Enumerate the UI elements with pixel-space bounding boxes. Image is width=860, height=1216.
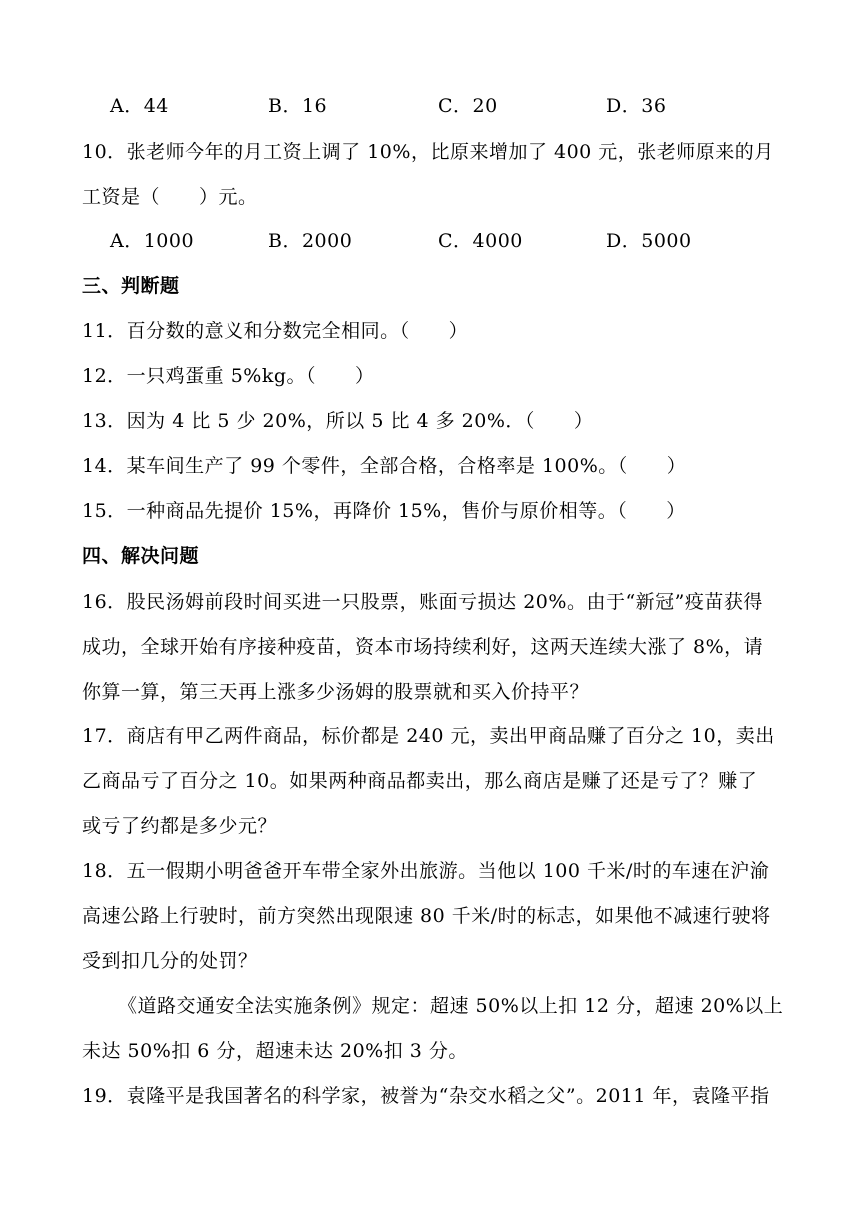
- q17-line-2: 乙商品亏了百分之 10。如果两种商品都卖出，那么商店是赚了还是亏了？赚了: [82, 770, 758, 792]
- q10-option-d: D．5000: [606, 230, 692, 252]
- q10-option-b: B．2000: [268, 230, 353, 252]
- q10-option-c: C．4000: [438, 230, 523, 252]
- q15: 15．一种商品先提价 15%，再降价 15%，售价与原价相等。（ ）: [82, 500, 686, 522]
- q13: 13．因为 4 比 5 少 20%，所以 5 比 4 多 20%．（ ）: [82, 410, 594, 432]
- q11: 11．百分数的意义和分数完全相同。（ ）: [82, 320, 469, 342]
- q16-line-3: 你算一算，第三天再上涨多少汤姆的股票就和买入价持平？: [82, 681, 590, 703]
- section-3-heading: 三、判断题: [82, 275, 180, 297]
- q9-option-d: D．36: [606, 95, 667, 117]
- q10-line-2: 工资是（ ）元。: [82, 186, 258, 208]
- q9-option-b: B．16: [268, 95, 328, 117]
- section-4-heading: 四、解决问题: [82, 545, 200, 567]
- q17-line-1: 17．商店有甲乙两件商品，标价都是 240 元，卖出甲商品赚了百分之 10，卖出: [82, 725, 775, 747]
- q10-line-1: 10．张老师今年的月工资上调了 10%，比原来增加了 400 元，张老师原来的月: [82, 141, 774, 163]
- q18-line-3: 受到扣几分的处罚？: [82, 950, 258, 972]
- q16-line-1: 16．股民汤姆前段时间买进一只股票，账面亏损达 20%。由于“新冠”疫苗获得: [82, 591, 763, 613]
- q18-line-2: 高速公路上行驶时，前方突然出现限速 80 千米/时的标志，如果他不减速行驶将: [82, 905, 771, 927]
- q17-line-3: 或亏了约都是多少元？: [82, 815, 278, 837]
- q19-line-1: 19．袁隆平是我国著名的科学家，被誉为“杂交水稻之父”。2011 年，袁隆平指: [82, 1085, 770, 1107]
- q18-rule-line-2: 未达 50%扣 6 分，超速未达 20%扣 3 分。: [82, 1040, 468, 1062]
- q16-line-2: 成功，全球开始有序接种疫苗，资本市场持续利好，这两天连续大涨了 8%，请: [82, 636, 764, 658]
- q10-option-a: A．1000: [110, 230, 195, 252]
- q14: 14．某车间生产了 99 个零件，全部合格，合格率是 100%。（ ）: [82, 455, 687, 477]
- q18-rule-line-1: 《道路交通安全法实施条例》规定：超速 50%以上扣 12 分，超速 20%以上: [118, 995, 784, 1017]
- q9-option-c: C．20: [438, 95, 498, 117]
- q18-line-1: 18．五一假期小明爸爸开车带全家外出旅游。当他以 100 千米/时的车速在沪渝: [82, 860, 770, 882]
- q9-option-a: A．44: [110, 95, 169, 117]
- q12: 12．一只鸡蛋重 5%kg。（ ）: [82, 365, 375, 387]
